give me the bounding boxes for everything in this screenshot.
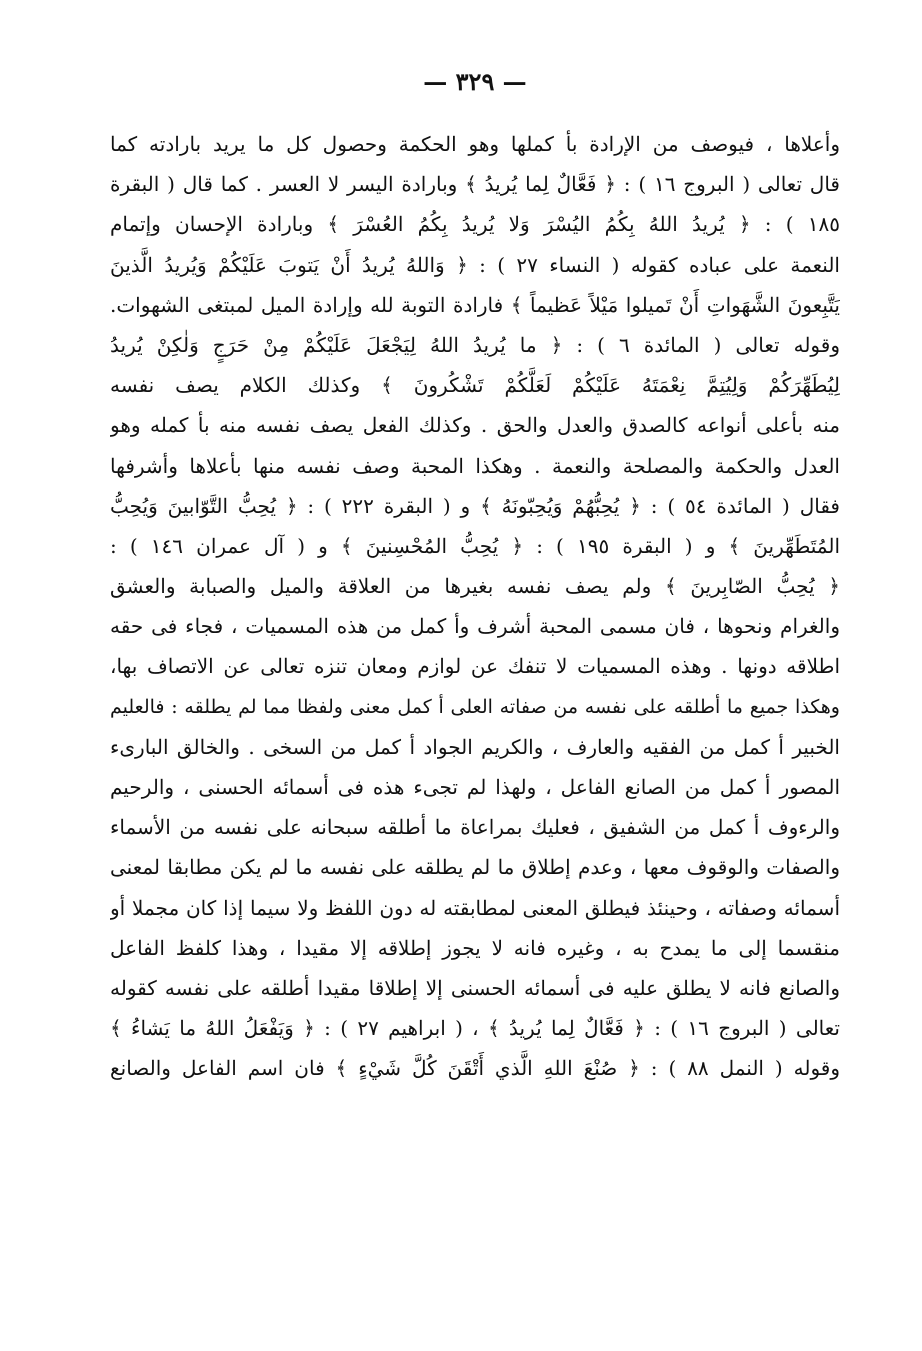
text-line: والرءوف أ كمل من الشفيق ، فعليك بمراعاة ما أطلقه سبحانه على نفسه من الأسماء: [110, 815, 840, 840]
text-line: أسمائه وصفاته ، وحينئذ فيطلق المعنى لمطابقته له دون اللفظ ولا سيما إذا كان مجملا أو: [110, 895, 840, 920]
text-line: المصور أ كمل من الصانع الفاعل ، ولهذا لم تجىء هذه فى أسمائه الحسنى ، والرحيم: [110, 775, 840, 799]
text-line: المُتَطَهِّرينَ ﴾ و ( البقرة ١٩٥ ) : ﴿ يُحِبُّ المُحْسِنينَ ﴾ و ( آل عمران ١٤٦ ) :: [110, 533, 840, 558]
text-line: قال تعالى ( البروج ١٦ ) : ﴿ فَعَّالٌ لِما يُريدُ ﴾ وبارادة اليسر لا العسر . كما قال ( البقرة: [110, 172, 840, 197]
text-line: وقوله ( النمل ٨٨ ) : ﴿ صُنْعَ اللهِ الَّذي أَتْقَنَ كُلَّ شَيْءٍ ﴾ فان اسم الفاعل والصانع: [110, 1056, 840, 1081]
text-line: الخبير أ كمل من الفقيه والعارف ، والكريم الجواد أ كمل من السخى . والخالق البارىء: [110, 734, 840, 759]
text-line: ١٨٥ ) : ﴿ يُريدُ اللهُ بِكُمُ اليُسْرَ وَلا يُريدُ بِكُمُ العُسْرَ ﴾ وبارادة الإحسان وإتمام: [110, 212, 840, 237]
text-line: اطلاقه دونها . وهذه المسميات لا تنفك عن لوازم ومعان تنزه تعالى عن الاتصاف بها،: [110, 654, 840, 679]
text-line: وأعلاها ، فيوصف من الإرادة بأ كملها وهو الحكمة وحصول كل ما يريد بارادته كما: [110, 132, 840, 156]
text-line: ﴿ يُحِبُّ الصّابِرينَ ﴾ ولم يصف نفسه بغيرها من العلاقة والميل والصبابة والعشق: [110, 574, 840, 599]
text-line: يَتَّبِعونَ الشَّهَواتِ أَنْ تَميلوا مَيْلاً عَظيماً ﴾ فارادة التوبة لله وإرادة الميل لمبتغى الشهوات.: [110, 292, 840, 317]
text-line: والغرام ونحوها ، فان مسمى المحبة أشرف وأ كمل من هذه المسميات ، فجاء فى حقه: [110, 614, 840, 639]
page-number: — ٣٢٩ —: [423, 67, 527, 96]
text-line: العدل والحكمة والمصلحة والنعمة . وهكذا المحبة وصف نفسه منها بأعلاها وأشرفها: [110, 453, 840, 478]
text-line: النعمة على عباده كقوله ( النساء ٢٧ ) : ﴿ وَاللهُ يُريدُ أَنْ يَتوبَ عَلَيْكُمْ وَيُريدُ الَّذينَ: [110, 252, 840, 277]
text-line: منه بأعلى أنواعه كالصدق والعدل والحق . وكذلك الفعل يصف نفسه منه بأ كمله وهو: [110, 413, 840, 438]
text-line: لِيُطَهِّرَكُمْ وَلِيُتِمَّ نِعْمَتَهُ عَلَيْكُمْ لَعَلَّكُمْ تَشْكُرونَ ﴾ وكذلك الكلام يصف نفسه: [110, 373, 840, 398]
body-text: [110, 124, 840, 1089]
text-line: تعالى ( البروج ١٦ ) : ﴿ فَعَّالٌ لِما يُريدُ ﴾ ، ( ابراهيم ٢٧ ) : ﴿ وَيَفْعَلُ اللهُ ما يَشاءُ ﴾: [110, 1016, 840, 1041]
text-line: والصانع فانه لا يطلق عليه فى أسمائه الحسنى إلا إطلاقا مقيدا أطلقه على نفسه كقوله: [110, 975, 840, 1000]
text-line: منقسما إلى ما يمدح به ، وغيره فانه لا يجوز إطلاقه إلا مقيدا ، وهذا كلفظ الفاعل: [110, 935, 840, 960]
text-line: وهكذا جميع ما أطلقه على نفسه من صفاته العلى أ كمل معنى ولفظا مما لم يطلقه : فالعليم: [110, 695, 840, 718]
text-line: والصفات والوقوف معها ، وعدم إطلاق ما لم يطلقه على نفسه ما لم يكن مطابقا لمعنى: [110, 855, 840, 880]
text-line: فقال ( المائدة ٥٤ ) : ﴿ يُحِبُّهُمْ وَيُحِبّونَهُ ﴾ و ( البقرة ٢٢٢ ) : ﴿ يُحِبُّ التَّوّابينَ وَيُحِبُّ: [110, 493, 840, 518]
text-line: وقوله تعالى ( المائدة ٦ ) : ﴿ ما يُريدُ اللهُ لِيَجْعَلَ عَلَيْكُمْ مِنْ حَرَجٍ وَلٰكِنْ يُريدُ: [110, 332, 840, 357]
